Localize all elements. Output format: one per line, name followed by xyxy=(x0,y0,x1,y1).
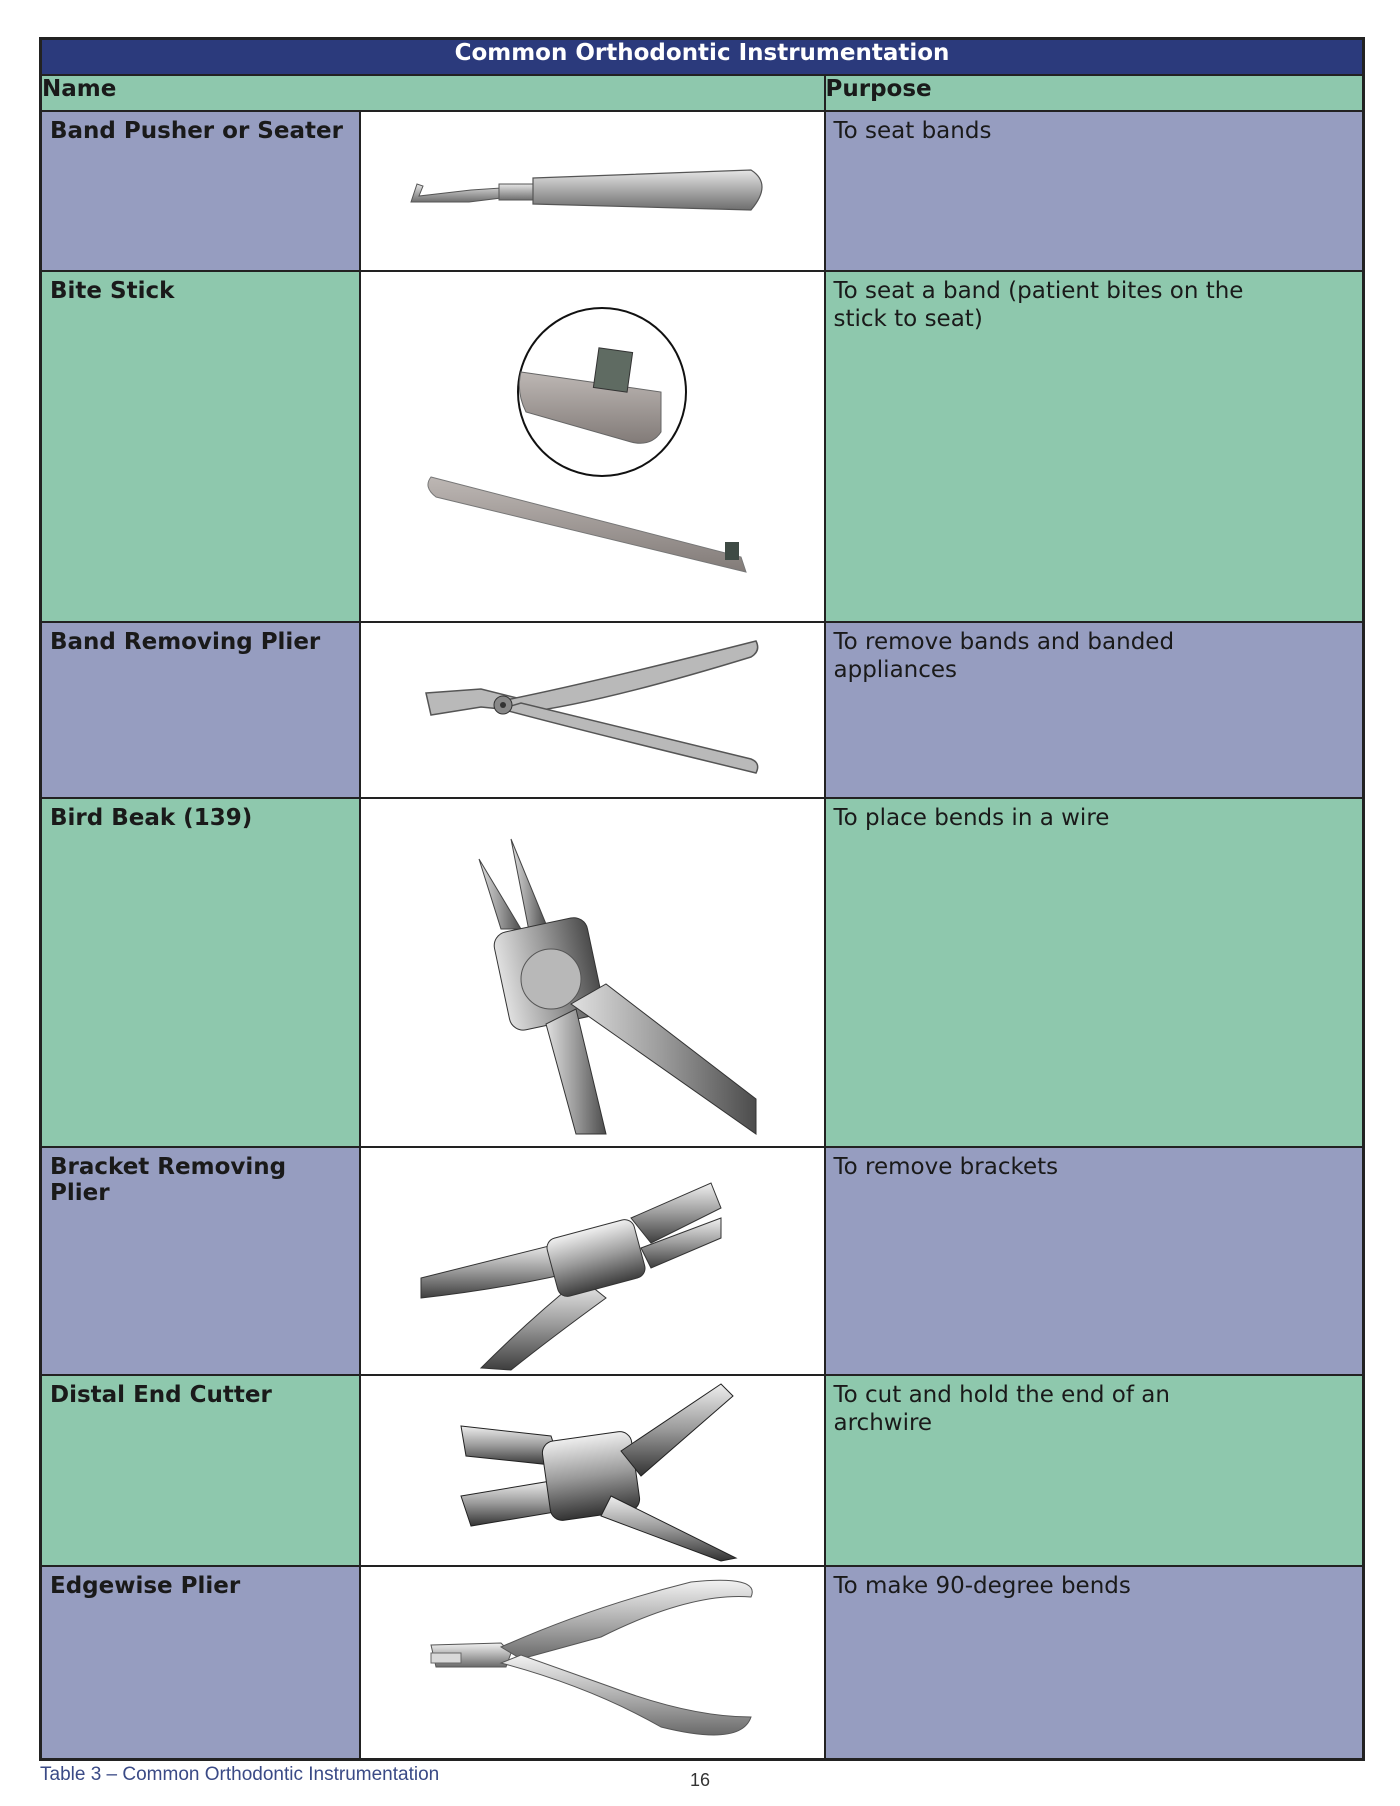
instrument-image-cell xyxy=(360,798,825,1147)
instrument-image-cell xyxy=(360,111,825,271)
page xyxy=(39,37,1362,1761)
band-removing-plier-icon xyxy=(361,623,822,795)
instrument-name: Distal End Cutter xyxy=(41,1375,360,1566)
instrument-name: Bite Stick xyxy=(41,271,360,622)
instrument-purpose: To place bends in a wire xyxy=(825,798,1364,1147)
table-row xyxy=(41,1566,1364,1759)
instrument-purpose: To remove bands and banded appliances xyxy=(825,622,1364,798)
table-row xyxy=(41,798,1364,1147)
instrument-name: Edgewise Plier xyxy=(41,1566,360,1759)
instrument-name: Band Pusher or Seater xyxy=(41,111,360,271)
instrument-purpose: To cut and hold the end of an archwire xyxy=(825,1375,1364,1566)
distal-end-cutter-icon xyxy=(361,1376,822,1563)
instrument-name: Bird Beak (139) xyxy=(41,798,360,1147)
band-pusher-icon xyxy=(361,112,822,268)
table-row xyxy=(41,1147,1364,1375)
table-row xyxy=(41,111,1364,271)
instrument-purpose: To seat a band (patient bites on the stick to seat) xyxy=(825,271,1364,622)
bite-stick-icon xyxy=(361,272,822,619)
table-row xyxy=(41,622,1364,798)
instrumentation-table xyxy=(39,37,1365,1761)
instrument-image-cell xyxy=(360,1375,825,1566)
bracket-removing-plier-icon xyxy=(361,1148,822,1372)
purpose-header: Purpose xyxy=(825,75,1364,111)
instrument-image-cell xyxy=(360,1566,825,1759)
table-title: Common Orthodontic Instrumentation xyxy=(41,39,1364,76)
instrument-purpose: To make 90-degree bends xyxy=(825,1566,1364,1759)
bird-beak-plier-icon xyxy=(361,799,822,1144)
instrument-image-cell xyxy=(360,1147,825,1375)
instrument-purpose: To seat bands xyxy=(825,111,1364,271)
instrument-name: Band Removing Plier xyxy=(41,622,360,798)
table-row xyxy=(41,271,1364,622)
instrument-image-cell xyxy=(360,271,825,622)
table-row xyxy=(41,1375,1364,1566)
name-header: Name xyxy=(41,75,825,111)
instrument-purpose: To remove brackets xyxy=(825,1147,1364,1375)
instrument-image-cell xyxy=(360,622,825,798)
table-caption: Table 3 – Common Orthodontic Instrumentation xyxy=(40,1764,440,1785)
instrument-name: Bracket Removing Plier xyxy=(41,1147,360,1375)
edgewise-plier-icon xyxy=(361,1567,822,1756)
page-number: 16 xyxy=(690,1770,711,1790)
